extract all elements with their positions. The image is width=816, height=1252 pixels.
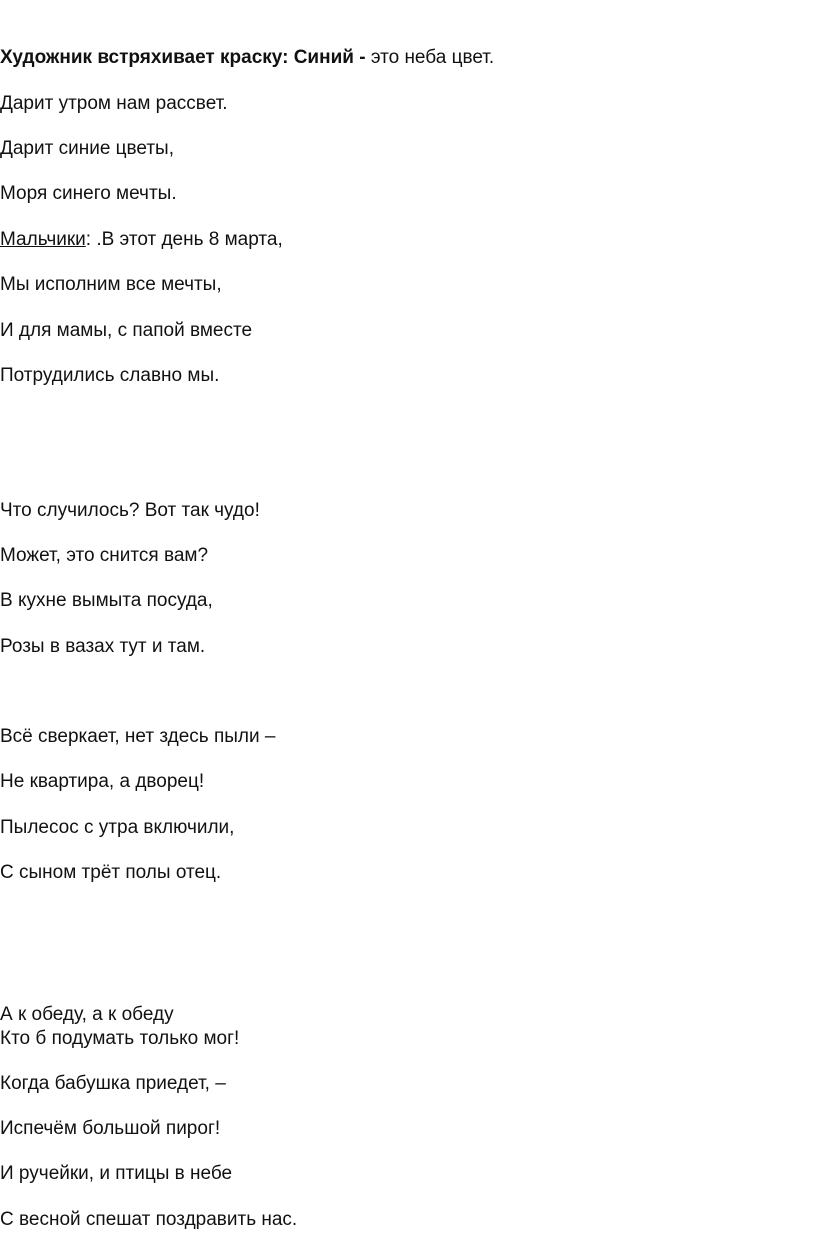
poem-line — [0, 47, 494, 69]
poem-line: И для мамы, с папой вместе — [0, 320, 253, 341]
speaker-label: Мальчики — [0, 229, 86, 250]
poem-line-bold-part: Художник встряхивает краску: Синий - — [0, 47, 366, 68]
poem-line: Что случилось? Вот так чудо! — [0, 500, 260, 521]
poem-line: Дарит синие цветы, — [0, 138, 174, 159]
poem-line: Мы исполним все мечты, — [0, 274, 222, 295]
poem-line: А к обеду, а к обеду — [0, 1004, 174, 1025]
poem-line: Потрудились славно мы. — [0, 365, 220, 386]
poem-line: Может, это снится вам? — [0, 545, 209, 566]
poem-line-text: : .В этот день 8 марта, — [85, 229, 283, 250]
poem-line: Когда бабушка приедет, – — [0, 1073, 226, 1094]
poem-line: Дарит утром нам рассвет. — [0, 93, 228, 114]
poem-line: В кухне вымыта посуда, — [0, 590, 213, 611]
poem-line: Моря синего мечты. — [0, 183, 177, 204]
poem-line: Испечём большой пирог! — [0, 1118, 221, 1139]
poem-line-text: это неба цвет. — [365, 47, 495, 68]
poem-line: Кто б подумать только мог! — [0, 1028, 240, 1049]
poem-line: Не квартира, а дворец! — [0, 771, 205, 792]
poem-line: Всё сверкает, нет здесь пыли – — [0, 726, 276, 747]
poem-line: С сыном трёт полы отец. — [0, 862, 222, 883]
poem-line — [0, 229, 283, 251]
poem-line: И ручейки, и птицы в небе — [0, 1163, 233, 1184]
poem-line: Пылесос с утра включили, — [0, 817, 235, 838]
poem-line: С весной спешат поздравить нас. — [0, 1209, 298, 1230]
poem-line: Розы в вазах тут и там. — [0, 636, 206, 657]
